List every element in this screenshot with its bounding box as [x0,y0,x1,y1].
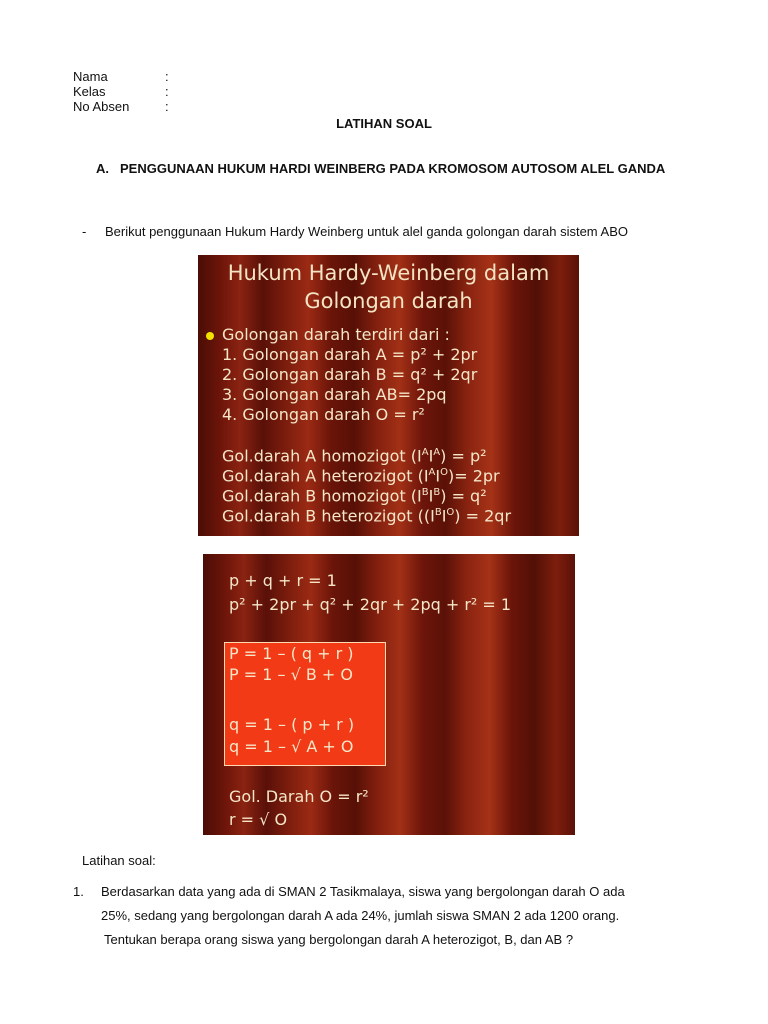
genotype-text: Gol.darah A homozigot (I [222,446,422,466]
section-letter: A. [96,161,109,176]
genotype-text: I [428,446,434,466]
question-line: Tentukan berapa orang siswa yang bergolongan darah A heterozigot, B, dan AB ? [104,932,574,947]
formula-p2: P = 1 – √ B + O [229,665,354,684]
section-heading: PENGGUNAAN HUKUM HARDI WEINBERG PADA KROMOSOM AUTOSOM ALEL GANDA [120,161,666,176]
intro-text: Berikut penggunaan Hukum Hardy Weinberg untuk alel ganda golongan darah sistem ABO [105,224,628,239]
question-number: 1. [73,884,84,899]
genotype-text: I [428,486,434,506]
genotype-text: Gol.darah A heterozigot (I [222,466,429,486]
formula-box [224,642,386,766]
formula-q1: q = 1 – ( p + r ) [229,715,355,734]
genotype-text: ) = 2qr [454,506,512,526]
field-colon: : [165,84,169,99]
slide-hardy-weinberg [198,255,579,536]
allele-superscript: B [433,487,441,498]
slide-item: 2. Golongan darah B = q² + 2qr [222,365,478,384]
genotype-text: )= 2pr [447,466,500,486]
allele-superscript: A [421,447,429,458]
bullet-dot-icon [206,332,214,340]
allele-superscript: O [446,507,455,518]
field-label-nama: Nama [73,69,108,84]
page-title: LATIHAN SOAL [336,116,432,131]
allele-superscript: A [428,467,436,478]
slide-item: 3. Golongan darah AB= 2pq [222,385,447,404]
allele-superscript: O [440,467,448,478]
list-dash: - [82,224,87,239]
slide-bullet: Golongan darah terdiri dari : [222,325,450,344]
slide-title-line1: Hukum Hardy-Weinberg dalam [227,261,550,285]
formula-expansion: p² + 2pr + q² + 2qr + 2pq + r² = 1 [229,595,512,614]
genotype-text: ) = p² [440,446,487,466]
genotype-text: Gol.darah B heterozigot ((I [222,506,435,526]
field-colon: : [165,99,169,114]
formula-sum: p + q + r = 1 [229,571,337,590]
genotype-text: Gol.darah B homozigot (I [222,486,422,506]
formula-r: r = √ O [229,810,288,829]
genotype-text: ) = q² [440,486,487,506]
formula-o: Gol. Darah O = r² [229,787,369,806]
field-colon: : [165,69,169,84]
genotype-text: I [435,466,441,486]
allele-superscript: B [421,487,429,498]
slide-item: 4. Golongan darah O = r² [222,405,425,424]
question-line: Berdasarkan data yang ada di SMAN 2 Tasikmalaya, siswa yang bergolongan darah O ada [101,884,625,899]
field-label-kelas: Kelas [73,84,106,99]
exercise-heading: Latihan soal: [82,853,156,868]
slide-item: 1. Golongan darah A = p² + 2pr [222,345,478,364]
genotype-line [222,503,511,526]
allele-superscript: B [434,507,442,518]
formula-q2: q = 1 – √ A + O [229,737,354,756]
formula-p1: P = 1 – ( q + r ) [229,644,354,663]
question-line: 25%, sedang yang bergolongan darah A ada 24%, jumlah siswa SMAN 2 ada 1200 orang. [101,908,620,923]
allele-superscript: A [433,447,441,458]
slide-title-line2: Golongan darah [304,289,473,313]
slide-formulas [203,554,575,835]
genotype-text: I [441,506,447,526]
field-label-no-absen: No Absen [73,99,130,114]
